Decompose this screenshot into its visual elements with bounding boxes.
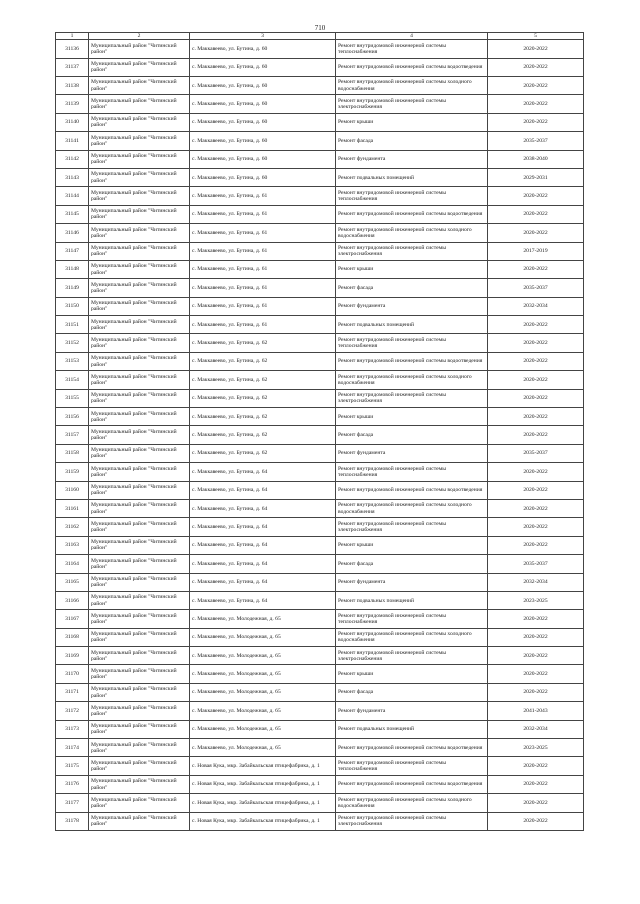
building-address: с. Маккавеево, ул. Молодежная, д. 65 <box>190 647 336 665</box>
repair-work-type: Ремонт фундамента <box>336 444 488 462</box>
repair-work-type: Ремонт подвальных помещений <box>336 591 488 609</box>
repair-work-type: Ремонт крыши <box>336 408 488 426</box>
municipal-district: Муниципальный район "Читинский район" <box>89 702 190 720</box>
municipal-district: Муниципальный район "Читинский район" <box>89 739 190 757</box>
repair-period: 2035-2037 <box>488 279 584 297</box>
column-header-5: 5 <box>488 33 584 40</box>
row-number: 31157 <box>56 426 89 444</box>
repair-period: 2020-2022 <box>488 352 584 370</box>
row-number: 31177 <box>56 794 89 812</box>
repair-period: 2020-2022 <box>488 463 584 481</box>
repair-period: 2020-2022 <box>488 187 584 205</box>
table-row <box>56 610 584 628</box>
table-row <box>56 812 584 830</box>
repair-period: 2020-2022 <box>488 481 584 499</box>
building-address: с. Маккавеево, ул. Бутина, д. 61 <box>190 187 336 205</box>
row-number: 31162 <box>56 518 89 536</box>
row-number: 31140 <box>56 113 89 131</box>
repair-work-type: Ремонт крыши <box>336 536 488 554</box>
row-number: 31173 <box>56 720 89 738</box>
repair-period: 2035-2037 <box>488 132 584 150</box>
building-address: с. Маккавеево, ул. Молодежная, д. 65 <box>190 665 336 683</box>
table-row <box>56 316 584 334</box>
building-address: с. Маккавеево, ул. Молодежная, д. 65 <box>190 610 336 628</box>
building-address: с. Маккавеево, ул. Бутина, д. 60 <box>190 132 336 150</box>
table-row <box>56 334 584 352</box>
table-row <box>56 499 584 517</box>
building-address: с. Новая Кука, мкр. Забайкальская птицефабрика, д. 1 <box>190 812 336 830</box>
building-address: с. Маккавеево, ул. Бутина, д. 62 <box>190 444 336 462</box>
column-header-1: 1 <box>56 33 89 40</box>
repair-work-type: Ремонт внутридомовой инженерной системы водоотведения <box>336 58 488 76</box>
table-row <box>56 297 584 315</box>
municipal-district: Муниципальный район "Читинский район" <box>89 536 190 554</box>
municipal-district: Муниципальный район "Читинский район" <box>89 260 190 278</box>
building-address: с. Маккавеево, ул. Бутина, д. 60 <box>190 113 336 131</box>
repair-work-type: Ремонт внутридомовой инженерной системы холодного водоснабжения <box>336 76 488 94</box>
municipal-district: Муниципальный район "Читинский район" <box>89 242 190 260</box>
municipal-district: Муниципальный район "Читинский район" <box>89 481 190 499</box>
repair-work-type: Ремонт подвальных помещений <box>336 316 488 334</box>
municipal-district: Муниципальный район "Читинский район" <box>89 610 190 628</box>
municipal-district: Муниципальный район "Читинский район" <box>89 591 190 609</box>
municipal-district: Муниципальный район "Читинский район" <box>89 132 190 150</box>
table-row <box>56 242 584 260</box>
table-row <box>56 389 584 407</box>
row-number: 31154 <box>56 371 89 389</box>
municipal-district: Муниципальный район "Читинский район" <box>89 371 190 389</box>
table-row <box>56 647 584 665</box>
repair-work-type: Ремонт фасада <box>336 426 488 444</box>
building-address: с. Маккавеево, ул. Бутина, д. 62 <box>190 408 336 426</box>
building-address: с. Маккавеево, ул. Бутина, д. 64 <box>190 518 336 536</box>
building-address: с. Маккавеево, ул. Бутина, д. 61 <box>190 316 336 334</box>
municipal-district: Муниципальный район "Читинский район" <box>89 518 190 536</box>
repair-period: 2020-2022 <box>488 665 584 683</box>
table-row <box>56 702 584 720</box>
municipal-district: Муниципальный район "Читинский район" <box>89 408 190 426</box>
table-row <box>56 444 584 462</box>
repair-period: 2020-2022 <box>488 58 584 76</box>
header-row <box>56 33 584 40</box>
building-address: с. Маккавеево, ул. Молодежная, д. 65 <box>190 628 336 646</box>
table-row <box>56 95 584 113</box>
table-row <box>56 720 584 738</box>
row-number: 31156 <box>56 408 89 426</box>
repair-period: 2020-2022 <box>488 260 584 278</box>
municipal-district: Муниципальный район "Читинский район" <box>89 113 190 131</box>
repair-work-type: Ремонт фундамента <box>336 702 488 720</box>
repair-period: 2029-2031 <box>488 168 584 186</box>
row-number: 31165 <box>56 573 89 591</box>
municipal-district: Муниципальный район "Читинский район" <box>89 757 190 775</box>
repair-work-type: Ремонт внутридомовой инженерной системы теплоснабжения <box>336 757 488 775</box>
table-row <box>56 205 584 223</box>
row-number: 31151 <box>56 316 89 334</box>
table-row <box>56 187 584 205</box>
municipal-district: Муниципальный район "Читинский район" <box>89 76 190 94</box>
column-header-4: 4 <box>336 33 488 40</box>
municipal-district: Муниципальный район "Читинский район" <box>89 168 190 186</box>
municipal-district: Муниципальный район "Читинский район" <box>89 205 190 223</box>
repair-period: 2020-2022 <box>488 647 584 665</box>
repair-work-type: Ремонт подвальных помещений <box>336 720 488 738</box>
repair-work-type: Ремонт подвальных помещений <box>336 168 488 186</box>
row-number: 31178 <box>56 812 89 830</box>
municipal-district: Муниципальный район "Читинский район" <box>89 444 190 462</box>
table-row <box>56 132 584 150</box>
building-address: с. Маккавеево, ул. Бутина, д. 60 <box>190 168 336 186</box>
building-address: с. Маккавеево, ул. Бутина, д. 62 <box>190 352 336 370</box>
building-address: с. Маккавеево, ул. Бутина, д. 62 <box>190 389 336 407</box>
building-address: с. Маккавеево, ул. Бутина, д. 60 <box>190 76 336 94</box>
building-address: с. Маккавеево, ул. Бутина, д. 61 <box>190 297 336 315</box>
row-number: 31149 <box>56 279 89 297</box>
repair-period: 2035-2037 <box>488 555 584 573</box>
repair-period: 2020-2022 <box>488 683 584 701</box>
table-row <box>56 518 584 536</box>
repair-period: 2020-2022 <box>488 499 584 517</box>
row-number: 31159 <box>56 463 89 481</box>
repair-period: 2020-2022 <box>488 334 584 352</box>
repair-work-type: Ремонт внутридомовой инженерной системы теплоснабжения <box>336 334 488 352</box>
row-number: 31158 <box>56 444 89 462</box>
table-row <box>56 739 584 757</box>
table-header <box>56 33 584 40</box>
repair-period: 2020-2022 <box>488 812 584 830</box>
building-address: с. Маккавеево, ул. Бутина, д. 61 <box>190 279 336 297</box>
municipal-district: Муниципальный район "Читинский район" <box>89 812 190 830</box>
repair-period: 2020-2022 <box>488 371 584 389</box>
municipal-district: Муниципальный район "Читинский район" <box>89 334 190 352</box>
building-address: с. Маккавеево, ул. Молодежная, д. 65 <box>190 683 336 701</box>
repair-period: 2035-2037 <box>488 444 584 462</box>
repair-period: 2038-2040 <box>488 150 584 168</box>
row-number: 31152 <box>56 334 89 352</box>
building-address: с. Новая Кука, мкр. Забайкальская птицефабрика, д. 1 <box>190 757 336 775</box>
table-row <box>56 76 584 94</box>
page-number: 710 <box>314 24 326 32</box>
row-number: 31138 <box>56 76 89 94</box>
repair-work-type: Ремонт фундамента <box>336 573 488 591</box>
row-number: 31144 <box>56 187 89 205</box>
municipal-district: Муниципальный район "Читинский район" <box>89 426 190 444</box>
row-number: 31160 <box>56 481 89 499</box>
repair-period: 2032-2034 <box>488 573 584 591</box>
table-row <box>56 224 584 242</box>
building-address: с. Маккавеево, ул. Бутина, д. 64 <box>190 499 336 517</box>
repair-period: 2020-2022 <box>488 426 584 444</box>
repair-work-type: Ремонт внутридомовой инженерной системы электроснабжения <box>336 518 488 536</box>
repair-work-type: Ремонт внутридомовой инженерной системы теплоснабжения <box>336 463 488 481</box>
repair-period: 2020-2022 <box>488 757 584 775</box>
municipal-district: Муниципальный район "Читинский район" <box>89 720 190 738</box>
row-number: 31164 <box>56 555 89 573</box>
building-address: с. Маккавеево, ул. Молодежная, д. 65 <box>190 720 336 738</box>
municipal-district: Муниципальный район "Читинский район" <box>89 316 190 334</box>
repair-work-type: Ремонт внутридомовой инженерной системы водоотведения <box>336 352 488 370</box>
row-number: 31147 <box>56 242 89 260</box>
building-address: с. Маккавеево, ул. Бутина, д. 60 <box>190 58 336 76</box>
row-number: 31175 <box>56 757 89 775</box>
municipal-district: Муниципальный район "Читинский район" <box>89 794 190 812</box>
building-address: с. Маккавеево, ул. Бутина, д. 61 <box>190 205 336 223</box>
table-row <box>56 40 584 58</box>
repair-period: 2017-2019 <box>488 242 584 260</box>
municipal-district: Муниципальный район "Читинский район" <box>89 628 190 646</box>
table-row <box>56 260 584 278</box>
municipal-district: Муниципальный район "Читинский район" <box>89 463 190 481</box>
repair-work-type: Ремонт внутридомовой инженерной системы холодного водоснабжения <box>336 794 488 812</box>
row-number: 31169 <box>56 647 89 665</box>
table-row <box>56 150 584 168</box>
repair-period: 2020-2022 <box>488 113 584 131</box>
table-row <box>56 665 584 683</box>
municipal-district: Муниципальный район "Читинский район" <box>89 665 190 683</box>
repair-work-type: Ремонт внутридомовой инженерной системы водоотведения <box>336 739 488 757</box>
municipal-district: Муниципальный район "Читинский район" <box>89 297 190 315</box>
repair-period: 2020-2022 <box>488 40 584 58</box>
row-number: 31168 <box>56 628 89 646</box>
table-row <box>56 481 584 499</box>
table-row <box>56 352 584 370</box>
building-address: с. Маккавеево, ул. Бутина, д. 64 <box>190 536 336 554</box>
repair-work-type: Ремонт внутридомовой инженерной системы теплоснабжения <box>336 187 488 205</box>
row-number: 31155 <box>56 389 89 407</box>
repair-period: 2020-2022 <box>488 389 584 407</box>
repair-work-type: Ремонт фасада <box>336 132 488 150</box>
building-address: с. Маккавеево, ул. Бутина, д. 62 <box>190 371 336 389</box>
building-address: с. Новая Кука, мкр. Забайкальская птицефабрика, д. 1 <box>190 794 336 812</box>
table-row <box>56 757 584 775</box>
table-row <box>56 408 584 426</box>
repair-work-type: Ремонт внутридомовой инженерной системы электроснабжения <box>336 389 488 407</box>
municipal-district: Муниципальный район "Читинский район" <box>89 647 190 665</box>
row-number: 31148 <box>56 260 89 278</box>
building-address: с. Маккавеево, ул. Бутина, д. 62 <box>190 426 336 444</box>
building-address: с. Маккавеево, ул. Бутина, д. 60 <box>190 95 336 113</box>
repair-period: 2020-2022 <box>488 610 584 628</box>
table-row <box>56 168 584 186</box>
building-address: с. Маккавеево, ул. Бутина, д. 64 <box>190 481 336 499</box>
municipal-district: Муниципальный район "Читинский район" <box>89 279 190 297</box>
repair-work-type: Ремонт внутридомовой инженерной системы холодного водоснабжения <box>336 628 488 646</box>
building-address: с. Маккавеево, ул. Молодежная, д. 65 <box>190 702 336 720</box>
table-row <box>56 536 584 554</box>
row-number: 31176 <box>56 775 89 793</box>
municipal-district: Муниципальный район "Читинский район" <box>89 187 190 205</box>
row-number: 31146 <box>56 224 89 242</box>
repair-period: 2020-2022 <box>488 408 584 426</box>
column-header-3: 3 <box>190 33 336 40</box>
row-number: 31163 <box>56 536 89 554</box>
building-address: с. Маккавеево, ул. Бутина, д. 64 <box>190 463 336 481</box>
repair-work-type: Ремонт крыши <box>336 113 488 131</box>
municipal-district: Муниципальный район "Читинский район" <box>89 58 190 76</box>
row-number: 31141 <box>56 132 89 150</box>
row-number: 31153 <box>56 352 89 370</box>
building-address: с. Маккавеево, ул. Бутина, д. 61 <box>190 224 336 242</box>
repair-work-type: Ремонт фундамента <box>336 297 488 315</box>
repair-work-type: Ремонт крыши <box>336 260 488 278</box>
building-address: с. Маккавеево, ул. Бутина, д. 60 <box>190 150 336 168</box>
repair-work-type: Ремонт внутридомовой инженерной системы электроснабжения <box>336 647 488 665</box>
repair-work-type: Ремонт внутридомовой инженерной системы водоотведения <box>336 775 488 793</box>
row-number: 31137 <box>56 58 89 76</box>
municipal-district: Муниципальный район "Читинский район" <box>89 775 190 793</box>
repair-work-type: Ремонт внутридомовой инженерной системы холодного водоснабжения <box>336 371 488 389</box>
building-address: с. Маккавеево, ул. Бутина, д. 64 <box>190 555 336 573</box>
repair-work-type: Ремонт фундамента <box>336 150 488 168</box>
row-number: 31170 <box>56 665 89 683</box>
row-number: 31136 <box>56 40 89 58</box>
repair-work-type: Ремонт внутридомовой инженерной системы теплоснабжения <box>336 610 488 628</box>
repair-period: 2032-2034 <box>488 297 584 315</box>
repair-work-type: Ремонт крыши <box>336 665 488 683</box>
table-row <box>56 463 584 481</box>
row-number: 31167 <box>56 610 89 628</box>
building-address: с. Маккавеево, ул. Бутина, д. 64 <box>190 573 336 591</box>
repair-schedule-table <box>55 32 584 831</box>
repair-work-type: Ремонт фасада <box>336 683 488 701</box>
municipal-district: Муниципальный район "Читинский район" <box>89 352 190 370</box>
table-row <box>56 426 584 444</box>
repair-period: 2023-2025 <box>488 591 584 609</box>
row-number: 31161 <box>56 499 89 517</box>
municipal-district: Муниципальный район "Читинский район" <box>89 683 190 701</box>
municipal-district: Муниципальный район "Читинский район" <box>89 389 190 407</box>
row-number: 31150 <box>56 297 89 315</box>
building-address: с. Маккавеево, ул. Бутина, д. 60 <box>190 40 336 58</box>
repair-work-type: Ремонт внутридомовой инженерной системы электроснабжения <box>336 242 488 260</box>
repair-period: 2032-2034 <box>488 720 584 738</box>
table-row <box>56 371 584 389</box>
table-row <box>56 794 584 812</box>
row-number: 31143 <box>56 168 89 186</box>
repair-work-type: Ремонт внутридомовой инженерной системы водоотведения <box>336 481 488 499</box>
building-address: с. Маккавеево, ул. Бутина, д. 64 <box>190 591 336 609</box>
repair-work-type: Ремонт внутридомовой инженерной системы электроснабжения <box>336 95 488 113</box>
table-body <box>56 40 584 831</box>
municipal-district: Муниципальный район "Читинский район" <box>89 150 190 168</box>
municipal-district: Муниципальный район "Читинский район" <box>89 499 190 517</box>
repair-work-type: Ремонт внутридомовой инженерной системы теплоснабжения <box>336 40 488 58</box>
repair-period: 2020-2022 <box>488 628 584 646</box>
column-header-2: 2 <box>89 33 190 40</box>
municipal-district: Муниципальный район "Читинский район" <box>89 40 190 58</box>
table-row <box>56 628 584 646</box>
table-row <box>56 58 584 76</box>
repair-period: 2020-2022 <box>488 536 584 554</box>
repair-period: 2020-2022 <box>488 224 584 242</box>
table-row <box>56 555 584 573</box>
repair-period: 2020-2022 <box>488 775 584 793</box>
row-number: 31142 <box>56 150 89 168</box>
building-address: с. Маккавеево, ул. Бутина, д. 61 <box>190 242 336 260</box>
repair-work-type: Ремонт внутридомовой инженерной системы электроснабжения <box>336 812 488 830</box>
row-number: 31139 <box>56 95 89 113</box>
table-row <box>56 573 584 591</box>
table-row <box>56 775 584 793</box>
row-number: 31145 <box>56 205 89 223</box>
building-address: с. Маккавеево, ул. Бутина, д. 62 <box>190 334 336 352</box>
table-row <box>56 683 584 701</box>
repair-period: 2041-2043 <box>488 702 584 720</box>
table-row <box>56 591 584 609</box>
municipal-district: Муниципальный район "Читинский район" <box>89 95 190 113</box>
repair-work-type: Ремонт внутридомовой инженерной системы водоотведения <box>336 205 488 223</box>
row-number: 31174 <box>56 739 89 757</box>
repair-period: 2020-2022 <box>488 794 584 812</box>
building-address: с. Маккавеево, ул. Молодежная, д. 65 <box>190 739 336 757</box>
building-address: с. Маккавеево, ул. Бутина, д. 61 <box>190 260 336 278</box>
municipal-district: Муниципальный район "Читинский район" <box>89 573 190 591</box>
repair-period: 2020-2022 <box>488 95 584 113</box>
repair-period: 2020-2022 <box>488 518 584 536</box>
repair-period: 2023-2025 <box>488 739 584 757</box>
repair-work-type: Ремонт внутридомовой инженерной системы холодного водоснабжения <box>336 499 488 517</box>
repair-period: 2020-2022 <box>488 316 584 334</box>
repair-period: 2020-2022 <box>488 76 584 94</box>
repair-work-type: Ремонт фасада <box>336 279 488 297</box>
table-row <box>56 113 584 131</box>
municipal-district: Муниципальный район "Читинский район" <box>89 555 190 573</box>
municipal-district: Муниципальный район "Читинский район" <box>89 224 190 242</box>
repair-work-type: Ремонт внутридомовой инженерной системы холодного водоснабжения <box>336 224 488 242</box>
row-number: 31166 <box>56 591 89 609</box>
table-row <box>56 279 584 297</box>
building-address: с. Новая Кука, мкр. Забайкальская птицефабрика, д. 1 <box>190 775 336 793</box>
row-number: 31172 <box>56 702 89 720</box>
repair-work-type: Ремонт фасада <box>336 555 488 573</box>
row-number: 31171 <box>56 683 89 701</box>
repair-period: 2020-2022 <box>488 205 584 223</box>
